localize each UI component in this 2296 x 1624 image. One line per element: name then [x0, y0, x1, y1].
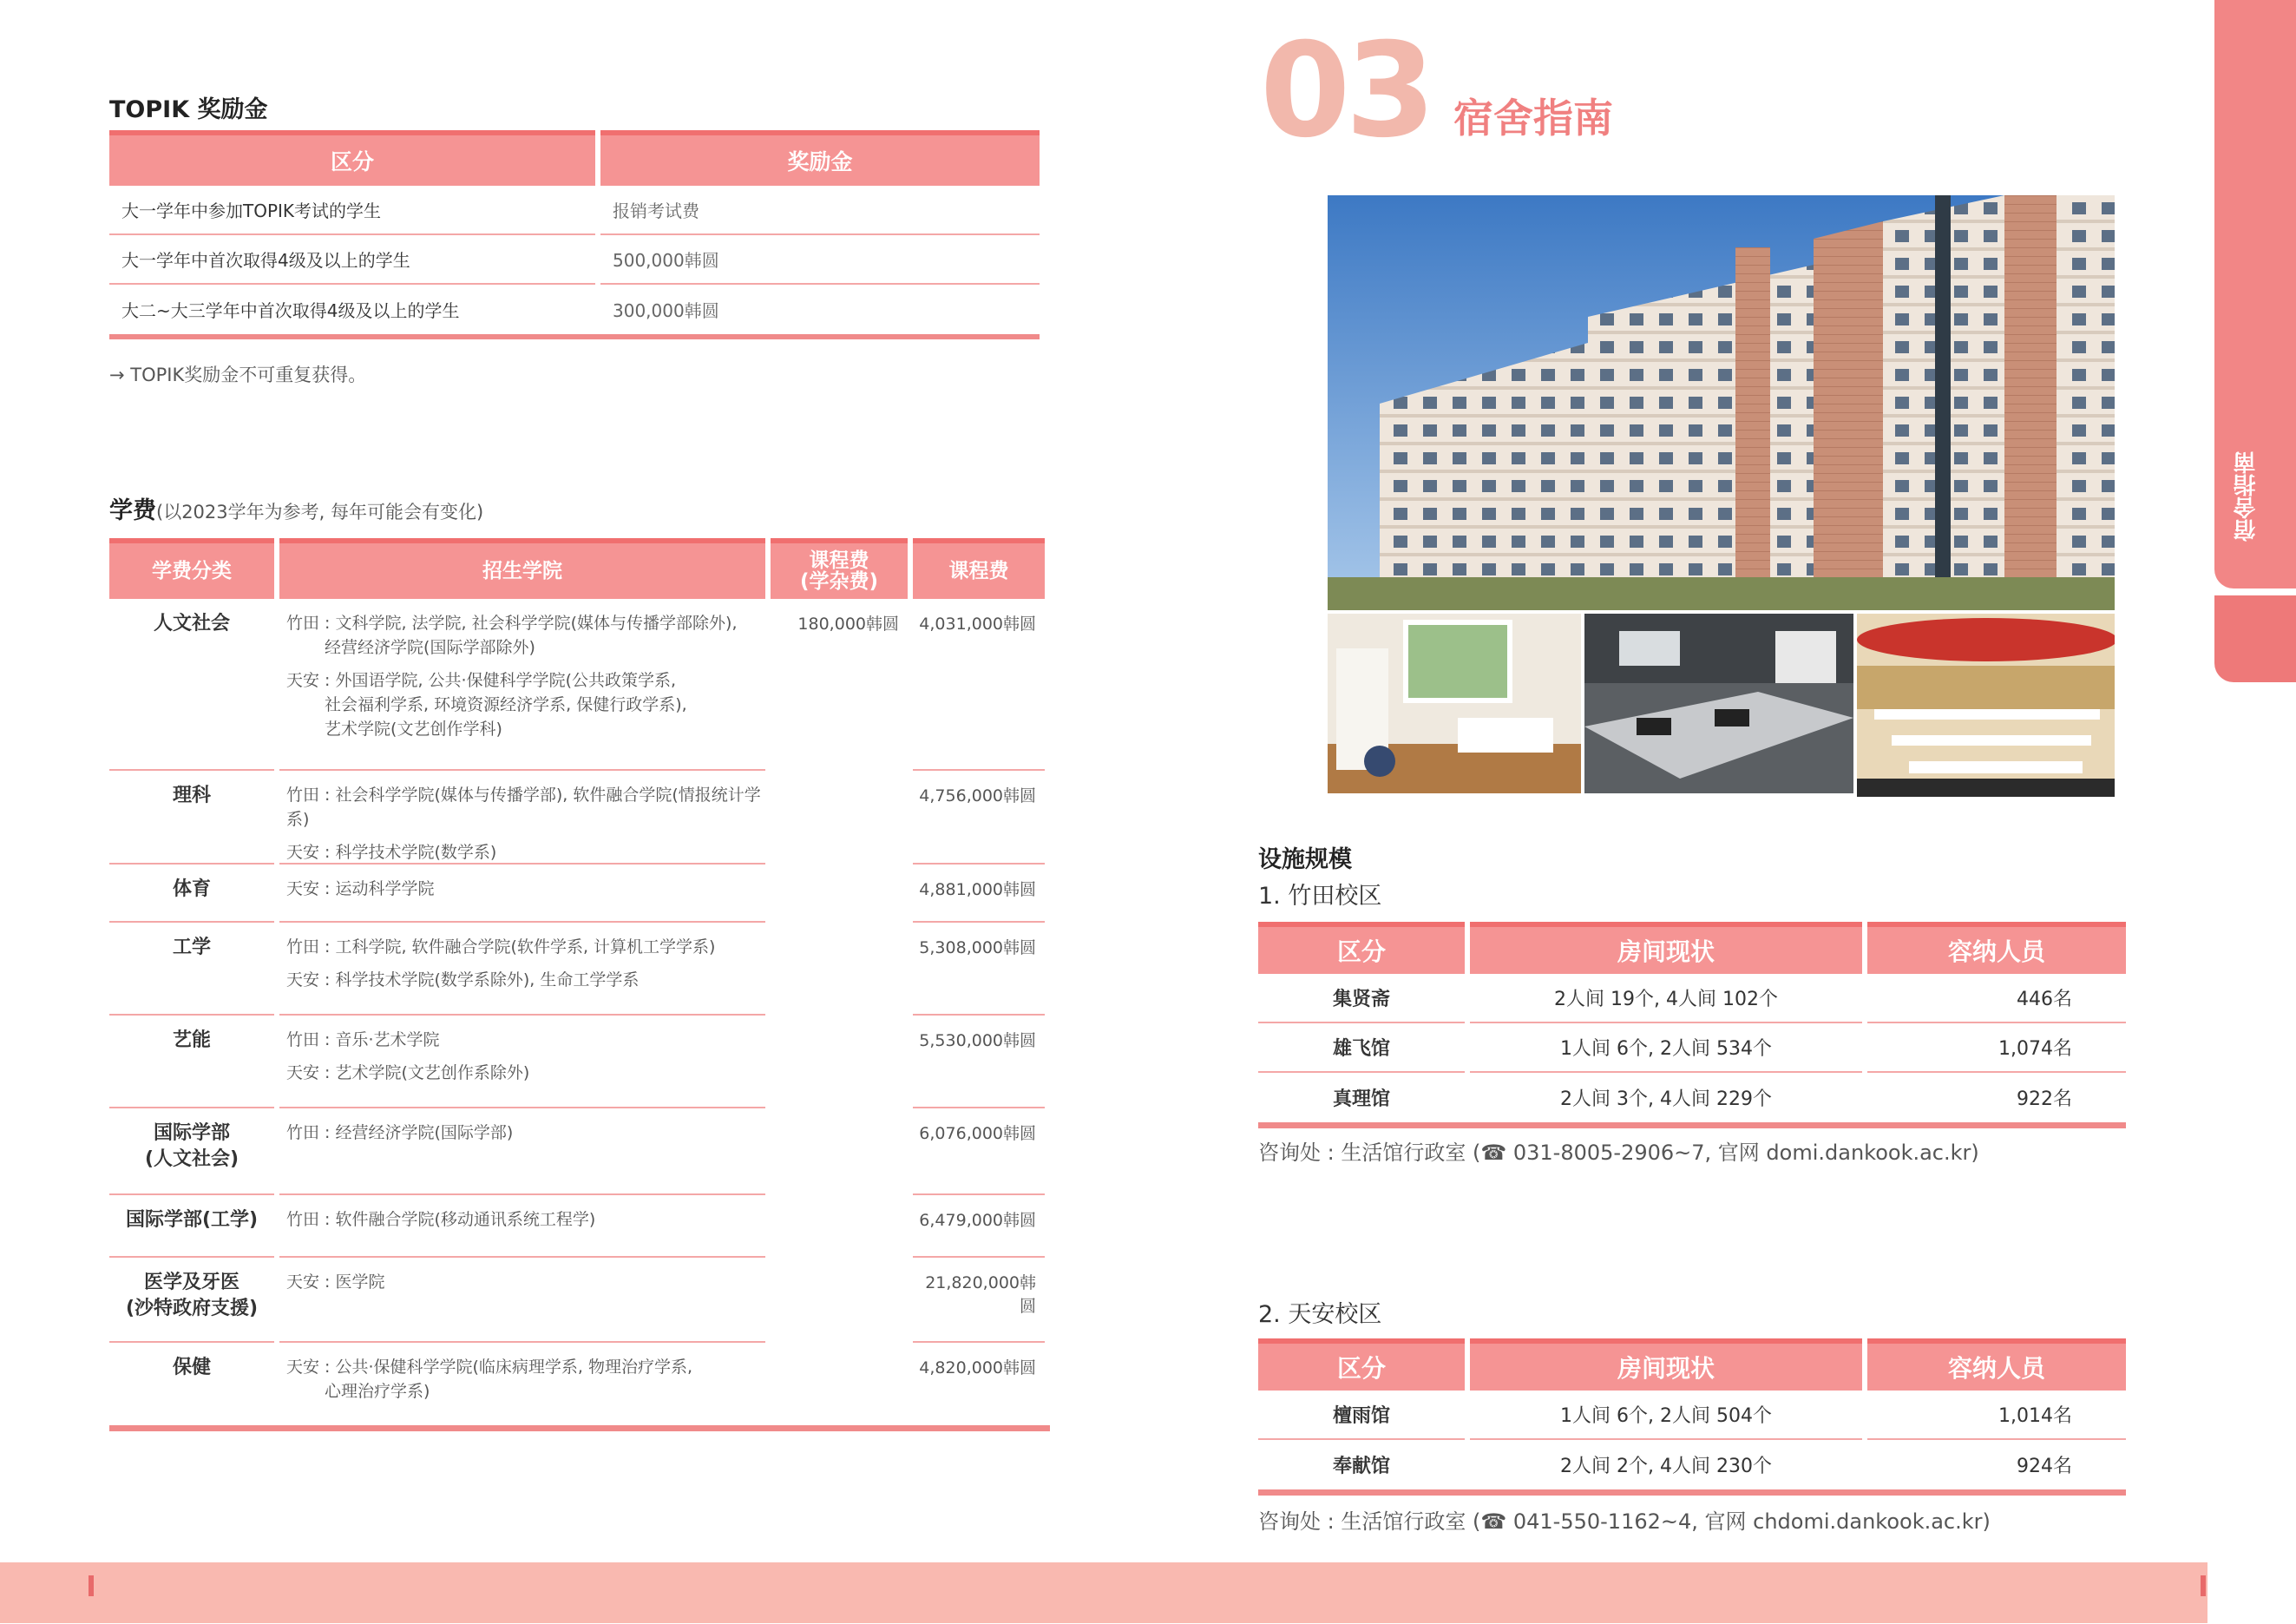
- fee-category: 国际学部 (人文社会): [109, 1108, 274, 1195]
- fee-amount: 5,308,000韩圆: [913, 923, 1045, 1016]
- table-bottom-rule: [1258, 1122, 2126, 1128]
- cheonan-header-category: 区分: [1258, 1338, 1465, 1391]
- dorm-capacity: 1,074名: [1867, 1023, 2126, 1073]
- fee-category: 国际学部(工学): [109, 1195, 274, 1258]
- fee-colleges: [279, 865, 765, 923]
- fee-college-line: 天安 : 公共·保健科学学院(临床病理学系, 物理治疗学系,: [286, 1358, 693, 1377]
- dorm-rooms: 2人间 3个, 4人间 229个: [1560, 1088, 1772, 1110]
- table-row: [109, 599, 1050, 771]
- dorm-rooms: 2人间 19个, 4人间 102个: [1470, 974, 1862, 1023]
- jukjeon-header-capacity: 容纳人员: [1867, 922, 2126, 974]
- dormitory-building-photo: [1328, 195, 2115, 610]
- fee-amount: 21,820,000韩圆: [913, 1258, 1045, 1343]
- fee-category: 艺能: [109, 1016, 274, 1108]
- topik-cell: 大二~大三学年中首次取得4级及以上的学生: [121, 300, 460, 321]
- section-title: 宿舍指南: [1453, 95, 1613, 141]
- fee-category: 医学及牙医 (沙特政府支援): [109, 1258, 274, 1343]
- fee-college-line: 竹田 : 软件融合学院(移动通讯系统工程学): [286, 1210, 596, 1229]
- cheonan-title: 2. 天安校区: [1258, 1301, 1382, 1328]
- facility-title: 设施规模: [1258, 846, 1352, 873]
- topik-header-category: 区分: [109, 130, 595, 186]
- table-row: [109, 1016, 1050, 1108]
- dorm-rooms: 2人间 2个, 4人间 230个: [1560, 1456, 1772, 1477]
- table-row: [109, 1195, 1050, 1258]
- fee-misc: [771, 865, 908, 923]
- fee-college-line: 天安 : 艺术学院(文艺创作系除外): [286, 1063, 530, 1082]
- fee-table: [109, 538, 1050, 1431]
- table-bottom-rule: [109, 1425, 1050, 1431]
- fee-header-course: 课程费: [913, 538, 1045, 599]
- section-number: 03: [1260, 16, 1431, 167]
- table-row: [1258, 974, 2126, 1023]
- fee-college-line: 社会福利学系, 环境资源经济学系, 保健行政学系),: [286, 695, 687, 714]
- fees-title-wrap: [109, 491, 483, 525]
- fee-college-line: 天安 : 科学技术学院(数学系除外), 生命工学学系: [286, 970, 640, 990]
- jukjeon-header-rooms: 房间现状: [1470, 922, 1862, 974]
- topik-note: → TOPIK奖励金不可重复获得。: [109, 365, 367, 385]
- topik-cell: 500,000韩圆: [600, 235, 1040, 285]
- cheonan-header-capacity: 容纳人员: [1867, 1338, 2126, 1391]
- dorm-name: 檀雨馆: [1258, 1391, 1465, 1440]
- fee-misc: [771, 1258, 908, 1343]
- topik-cell: 报销考试费: [600, 186, 1040, 235]
- fee-college-line: 竹田 : 音乐·艺术学院: [286, 1030, 440, 1049]
- fee-college-line: 天安 : 外国语学院, 公共·保健科学学院(公共政策学系,: [286, 671, 677, 690]
- jukjeon-inquiry: 咨询处 : 生活馆行政室 (☎ 031-8005-2906~7, 官网 domi.dankook.ac.kr): [1258, 1141, 1979, 1165]
- fees-title: 学费: [109, 497, 156, 524]
- jukjeon-title: 1. 竹田校区: [1258, 883, 1382, 910]
- fee-amount: 4,881,000韩圆: [913, 865, 1045, 923]
- fee-amount: 5,530,000韩圆: [913, 1016, 1045, 1108]
- cheonan-table: [1258, 1338, 2126, 1496]
- table-row: [109, 1258, 1050, 1343]
- fee-college-line: 天安 : 医学院: [286, 1272, 385, 1292]
- table-row: [109, 235, 1040, 285]
- topik-table: [109, 130, 1040, 339]
- fee-college-line: 心理治疗学系): [286, 1382, 430, 1401]
- jukjeon-table: [1258, 922, 2126, 1128]
- table-row: [109, 865, 1050, 923]
- fee-category: 体育: [109, 865, 274, 923]
- fee-header-college: 招生学院: [279, 538, 765, 599]
- dorm-cafeteria-photo: [1857, 614, 2115, 797]
- table-row: [1258, 1073, 2126, 1122]
- fee-category: 理科: [109, 771, 274, 865]
- fee-college-line: 竹田 : 工科学院, 软件融合学院(软件学系, 计算机工学学系): [286, 937, 716, 957]
- fee-misc: 180,000韩圆: [797, 615, 899, 634]
- fee-category: 人文社会: [109, 599, 274, 771]
- fee-amount: 4,756,000韩圆: [913, 771, 1045, 865]
- table-bottom-rule: [109, 334, 1040, 339]
- dorm-capacity: 1,014名: [1867, 1391, 2126, 1440]
- side-tab-divider: [2214, 588, 2296, 595]
- dorm-capacity: 924名: [2017, 1456, 2072, 1477]
- dorm-name: 集贤斋: [1258, 974, 1465, 1023]
- footer-band: [0, 1562, 2207, 1623]
- fee-colleges: [279, 599, 765, 771]
- fee-amount: 6,076,000韩圆: [913, 1108, 1045, 1195]
- dorm-kitchen-photo: [1584, 614, 1853, 793]
- topik-cell: 大一学年中首次取得4级及以上的学生: [109, 235, 595, 285]
- topik-cell: 大一学年中参加TOPIK考试的学生: [109, 186, 595, 235]
- fee-misc: [771, 923, 908, 1016]
- dorm-rooms: 1人间 6个, 2人间 504个: [1470, 1391, 1862, 1440]
- fee-college-line: 天安 : 运动科学学院: [286, 879, 435, 898]
- fee-misc: [771, 771, 908, 865]
- dorm-name: 奉献馆: [1332, 1456, 1390, 1477]
- fee-misc: [771, 1343, 908, 1425]
- fee-category: 保健: [172, 1357, 211, 1378]
- dorm-rooms: 1人间 6个, 2人间 534个: [1470, 1023, 1862, 1073]
- table-bottom-rule: [1258, 1489, 2126, 1496]
- fee-amount: 4,031,000韩圆: [913, 599, 1045, 771]
- cheonan-header-rooms: 房间现状: [1470, 1338, 1862, 1391]
- table-row: [109, 923, 1050, 1016]
- table-row: [109, 771, 1050, 865]
- table-row: [1258, 1440, 2126, 1489]
- fee-misc: [771, 1108, 908, 1195]
- fee-college-line: 艺术学院(文艺创作学科): [286, 720, 502, 739]
- table-row: [1258, 1391, 2126, 1440]
- fees-title-note: (以2023学年为参考, 每年可能会有变化): [156, 502, 484, 523]
- fee-amount: 6,479,000韩圆: [913, 1195, 1045, 1258]
- table-row: [109, 1108, 1050, 1195]
- side-tab-lower[interactable]: [2214, 595, 2296, 682]
- fee-body: [109, 599, 1050, 1425]
- table-row: [1258, 1023, 2126, 1073]
- fee-colleges: [279, 1108, 765, 1195]
- side-tab-label: 宿舍指南: [2234, 451, 2260, 542]
- fee-colleges: [279, 1016, 765, 1108]
- fee-colleges: [279, 1195, 765, 1258]
- footer-marker-left: [89, 1575, 94, 1596]
- topik-cell: 300,000韩圆: [613, 300, 719, 321]
- cheonan-inquiry: 咨询处 : 生活馆行政室 (☎ 041-550-1162~4, 官网 chdomi.dankook.ac.kr): [1258, 1509, 1991, 1534]
- fee-header-misc: 课程费 (学杂费): [771, 538, 908, 599]
- table-row: [109, 285, 1040, 334]
- fee-header-category: 学费分类: [109, 538, 274, 599]
- fee-college-line: 经营经济学院(国际学部除外): [286, 638, 535, 657]
- fee-college-line: 天安 : 科学技术学院(数学系): [286, 843, 497, 862]
- fee-colleges: [279, 1343, 765, 1425]
- fee-colleges: [279, 771, 765, 865]
- fee-college-line: 竹田 : 社会科学学院(媒体与传播学部), 软件融合学院(情报统计学系): [286, 786, 761, 829]
- dorm-room-photo: [1328, 614, 1581, 793]
- fee-college-line: 竹田 : 文科学院, 法学院, 社会科学学院(媒体与传播学部除外),: [286, 614, 738, 633]
- table-row: [109, 186, 1040, 235]
- fee-colleges: [279, 923, 765, 1016]
- footer-marker-right: [2201, 1575, 2206, 1596]
- fee-colleges: [279, 1258, 765, 1343]
- dorm-capacity: 922名: [2017, 1088, 2072, 1110]
- jukjeon-header-category: 区分: [1258, 922, 1465, 974]
- fee-category: 工学: [109, 923, 274, 1016]
- topik-header-reward: 奖励金: [600, 130, 1040, 186]
- fee-amount: 4,820,000韩圆: [919, 1358, 1036, 1377]
- dorm-name: 雄飞馆: [1258, 1023, 1465, 1073]
- table-row: [109, 1343, 1050, 1425]
- fee-misc: [771, 1195, 908, 1258]
- dorm-capacity: 446名: [1867, 974, 2126, 1023]
- fee-misc: [771, 1016, 908, 1108]
- fee-college-line: 竹田 : 经营经济学院(国际学部): [286, 1123, 514, 1142]
- topik-title: TOPIK 奖励金: [109, 96, 268, 123]
- dorm-name: 真理馆: [1332, 1088, 1390, 1110]
